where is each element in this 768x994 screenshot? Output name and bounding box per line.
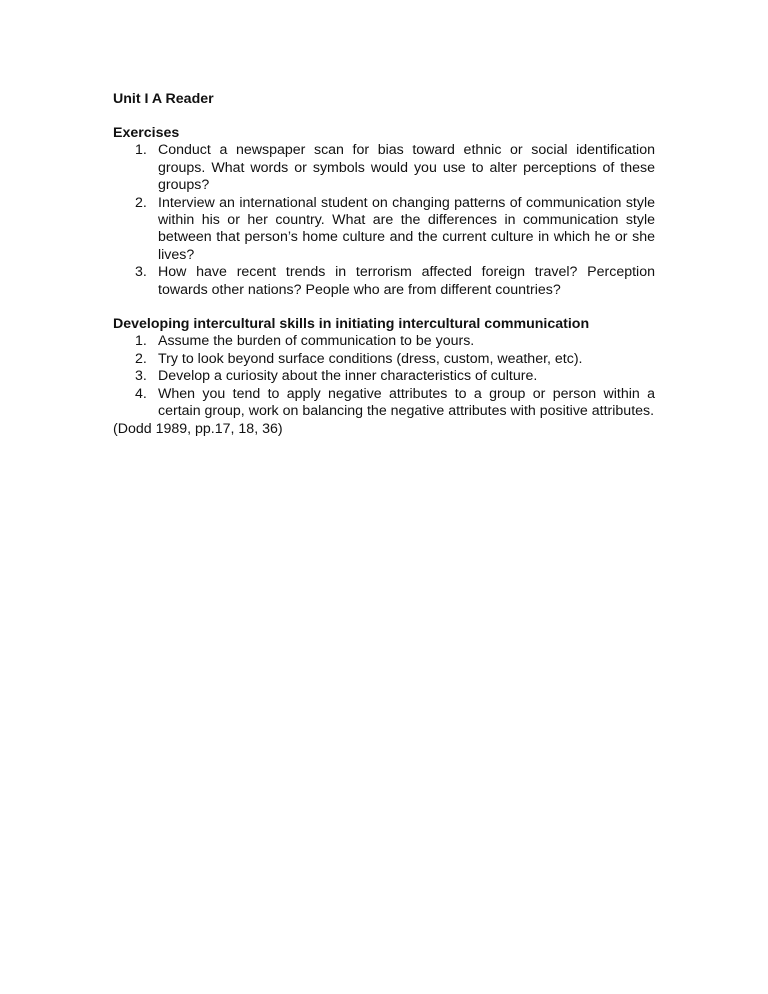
- skill-text: When you tend to apply negative attributes to a group or person within a certain group, work on balancing the negative attributes with positive attributes.: [158, 385, 655, 420]
- exercise-item-3: [113, 264, 655, 299]
- skill-text: Assume the burden of communication to be yours.: [158, 333, 475, 350]
- exercise-text: How have recent trends in terrorism affected foreign travel? Perception towards other nations? People who are from different countries?: [158, 264, 655, 298]
- list-number: 2.: [135, 194, 147, 211]
- exercise-text: Interview an international student on changing patterns of communication style within his or her country. What are the differences in communication style between that person’s home culture and the current culture in which he or she lives?: [158, 194, 655, 263]
- skills-list: [113, 333, 655, 420]
- list-number: 4.: [135, 385, 147, 402]
- list-number: 3.: [135, 264, 147, 281]
- skill-item-2: [113, 351, 655, 368]
- exercise-item-2: [113, 195, 655, 265]
- exercises-list: [113, 142, 655, 299]
- list-number: 1.: [135, 142, 147, 159]
- exercises-heading: Exercises: [113, 125, 180, 141]
- skill-text: Try to look beyond surface conditions (dress, custom, weather, etc).: [158, 350, 583, 367]
- unit-title: Unit I A Reader: [113, 91, 214, 107]
- list-number: 3.: [135, 368, 147, 385]
- exercise-text: Conduct a newspaper scan for bias toward ethnic or social identification groups. What words or symbols would you use to alter perceptions of these groups?: [158, 142, 655, 194]
- skill-item-4: [113, 386, 655, 421]
- skill-text: Develop a curiosity about the inner characteristics of culture.: [158, 368, 538, 385]
- list-number: 2.: [135, 350, 147, 367]
- skill-item-1: [113, 333, 655, 350]
- skills-heading: Developing intercultural skills in initiating intercultural communication: [113, 316, 590, 333]
- document-page: [113, 90, 655, 438]
- exercise-item-1: [113, 142, 655, 194]
- skill-item-3: [113, 368, 655, 385]
- citation: (Dodd 1989, pp.17, 18, 36): [113, 420, 283, 437]
- list-number: 1.: [135, 333, 147, 350]
